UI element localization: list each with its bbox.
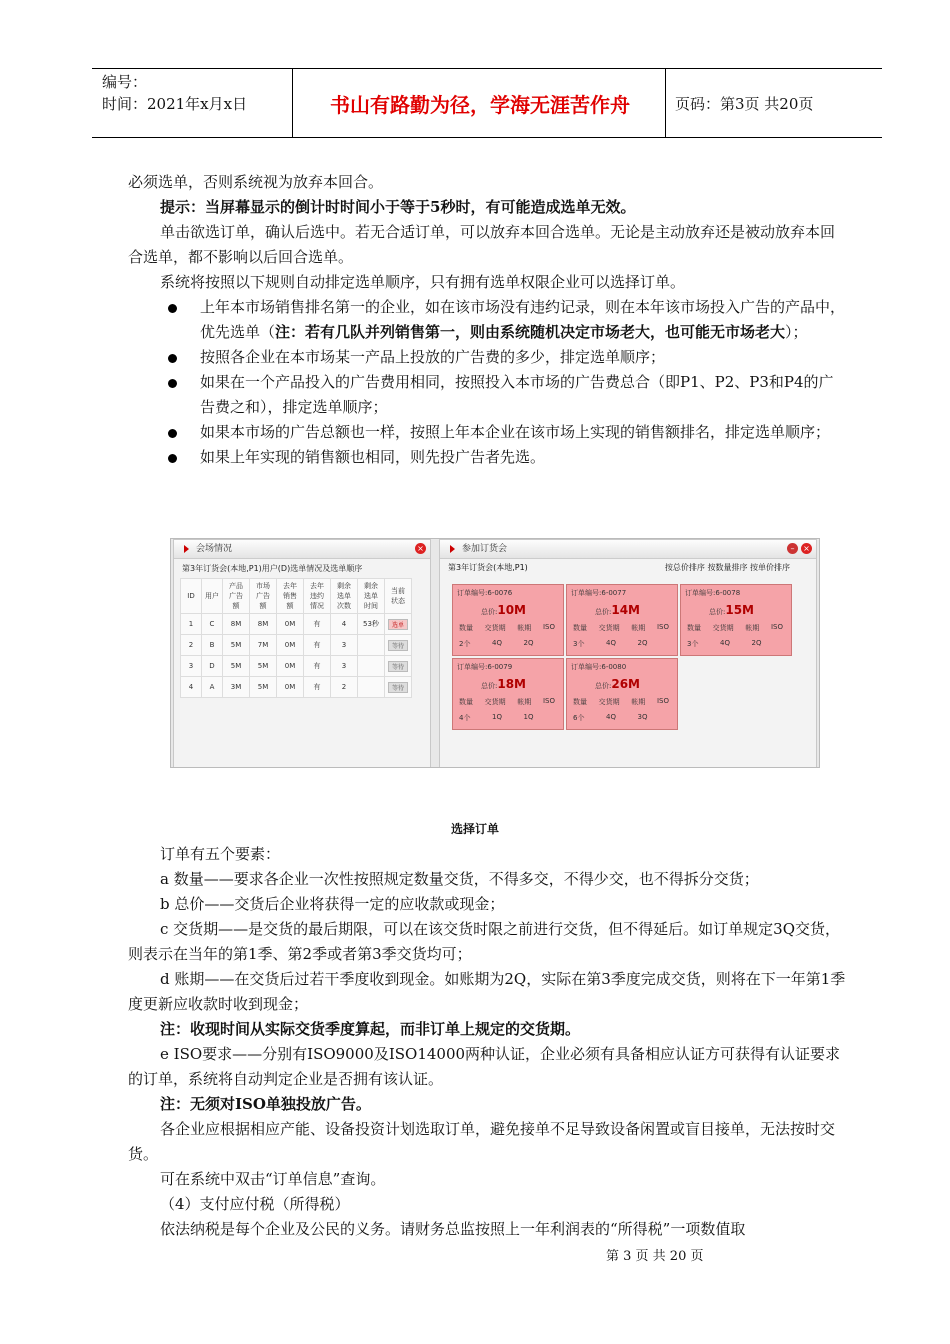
- market-status-pane: [173, 539, 431, 768]
- order-total: 总价:15M: [709, 603, 754, 617]
- bottom-text: [128, 842, 848, 1242]
- table-cell: 0M: [277, 656, 304, 677]
- table-cell: 5M: [223, 635, 250, 656]
- table-cell: 0M: [277, 635, 304, 656]
- rule-text: 如果本市场的广告总额也一样，按照上年本企业在该市场上实现的销售额排名，排定选单顺序；: [200, 423, 831, 441]
- order-field-values: 4个 1Q 1Q: [459, 713, 534, 722]
- rule-text: 上年本市场销售排名第一的企业，如在该市场没有违约记录，则在本年该市场投入广告的产品中，优先选单（: [200, 298, 846, 341]
- rule-list-item: [128, 420, 848, 445]
- rule-list-item: [128, 445, 848, 470]
- bullet-icon: [168, 354, 177, 363]
- order-field-values: 3个 4Q 2Q: [687, 639, 762, 648]
- status-chip[interactable]: 等待: [388, 640, 408, 651]
- triangle-icon: [450, 545, 455, 553]
- column-header: 当前状态: [385, 579, 412, 614]
- bullet-icon: [168, 429, 177, 438]
- top-text: [128, 170, 848, 470]
- table-cell: 8M: [223, 614, 250, 635]
- status-badge[interactable]: [385, 635, 412, 656]
- close-icon[interactable]: ×: [801, 543, 812, 554]
- paragraph: 各企业应根据相应产能、设备投资计划选取订单，避免接单不足导致设备闲置或盲目接单，无法按时交货。: [128, 1120, 836, 1163]
- status-badge[interactable]: [385, 614, 412, 635]
- table-cell: 2: [181, 635, 202, 656]
- order-total: 总价:10M: [481, 603, 526, 617]
- order-field-values: 2个 4Q 2Q: [459, 639, 534, 648]
- order-field-labels: 数量 交货期 帐期 ISO: [459, 697, 555, 706]
- pane-title-text: 参加订货会: [462, 544, 508, 554]
- note-paragraph: 注：无须对ISO单独投放广告。: [160, 1095, 371, 1113]
- table-cell: B: [202, 635, 223, 656]
- pane-title: [174, 540, 430, 559]
- order-total: 总价:18M: [481, 677, 526, 691]
- order-number: 订单编号:6-0080: [571, 663, 627, 671]
- table-cell: 0M: [277, 614, 304, 635]
- rule-list-item: [128, 345, 848, 370]
- paragraph: b 总价——交货后企业将获得一定的应收款或现金；: [160, 895, 505, 913]
- column-header: 市场广告额: [250, 579, 277, 614]
- pane-subtitle: 第3年订货会(本地,P1): [448, 563, 528, 572]
- table-cell: A: [202, 677, 223, 698]
- order-card[interactable]: [566, 584, 678, 656]
- table-cell: [358, 635, 385, 656]
- status-chip[interactable]: 等待: [388, 682, 408, 693]
- table-cell: 3: [331, 656, 358, 677]
- rule-text: 如果在一个产品投入的广告费用相同，按照投入本市场的广告费总合（即P1、P2、P3和P4的广告费之和），排定选单顺序；: [200, 373, 834, 416]
- number-label: 编号：: [102, 73, 148, 91]
- close-icon[interactable]: ×: [415, 543, 426, 554]
- order-selection-screenshot: [170, 538, 820, 768]
- paragraph: 单击欲选订单，确认后选中。若无合适订单，可以放弃本回合选单。无论是主动放弃还是被动放弃本回合选单，都不影响以后回合选单。: [128, 223, 836, 266]
- table-cell: 7M: [250, 635, 277, 656]
- order-number: 订单编号:6-0077: [571, 589, 627, 597]
- table-row: [181, 614, 412, 635]
- sort-by-total-button[interactable]: 按总价排序: [664, 563, 705, 572]
- table-cell: C: [202, 614, 223, 635]
- rule-text: 按照各企业在本市场某一产品上投放的广告费的多少，排定选单顺序；: [200, 348, 666, 366]
- table-cell: 5M: [223, 656, 250, 677]
- paragraph: a 数量——要求各企业一次性按照规定数量交货，不得多交，不得少交，也不得拆分交货；: [160, 870, 759, 888]
- table-cell: 53秒: [358, 614, 385, 635]
- table-row: [181, 677, 412, 698]
- table-cell: 3M: [223, 677, 250, 698]
- column-header: 剩余选单时间: [358, 579, 385, 614]
- bullet-icon: [168, 379, 177, 388]
- order-field-values: 6个 4Q 3Q: [573, 713, 648, 722]
- header-page-label: 页码：第3页 共20页: [675, 94, 814, 113]
- paragraph: （4）支付应付税（所得税）: [160, 1195, 350, 1213]
- paragraph: 系统将按照以下规则自动排定选单顺序，只有拥有选单权限企业可以选择订单。: [160, 273, 686, 291]
- paragraph: d 账期——在交货后过若干季度收到现金。如账期为2Q，实际在第3季度完成交货，则将在下一年第1季度更新应收款时收到现金；: [128, 970, 846, 1013]
- table-cell: 5M: [250, 677, 277, 698]
- time-label: 时间：2021年x月x日: [102, 95, 248, 113]
- order-field-labels: 数量 交货期 帐期 ISO: [687, 623, 783, 632]
- paragraph: 必须选单，否则系统视为放弃本回合。: [128, 173, 384, 191]
- column-header: 产品广告额: [223, 579, 250, 614]
- table-cell: 有: [304, 656, 331, 677]
- pane-title: [440, 540, 816, 559]
- sort-buttons: [665, 562, 790, 573]
- table-cell: 3: [181, 656, 202, 677]
- triangle-icon: [184, 545, 189, 553]
- rule-text: 如果上年实现的销售额也相同，则先投广告者先选。: [200, 448, 546, 466]
- order-number: 订单编号:6-0079: [457, 663, 513, 671]
- column-header: 去年销售额: [277, 579, 304, 614]
- table-cell: 4: [331, 614, 358, 635]
- table-cell: 有: [304, 635, 331, 656]
- pane-title-text: 会场情况: [196, 544, 233, 554]
- status-badge[interactable]: [385, 677, 412, 698]
- table-cell: 0M: [277, 677, 304, 698]
- table-cell: 2: [331, 677, 358, 698]
- header-motto: 书山有路勤为径，学海无涯苦作舟: [330, 92, 630, 117]
- page-footer: 第 3 页 共 20 页: [606, 1249, 704, 1264]
- figure-caption: 选择订单: [450, 822, 499, 836]
- minimize-icon[interactable]: –: [787, 543, 798, 554]
- rule-note: 注：若有几队并列销售第一，则由系统随机决定市场老大，也可能无市场老大: [275, 323, 786, 341]
- bullet-icon: [168, 454, 177, 463]
- table-cell: 5M: [250, 656, 277, 677]
- order-number: 订单编号:6-0078: [685, 589, 741, 597]
- pane-subtitle: 第3年订货会(本地,P1)用户(D)选单情况及选单顺序: [182, 564, 363, 573]
- order-card[interactable]: [452, 658, 564, 730]
- table-cell: 有: [304, 614, 331, 635]
- paragraph: 依法纳税是每个企业及公民的义务。请财务总监按照上一年利润表的“所得税”一项数值取: [160, 1220, 746, 1238]
- paragraph: e ISO要求——分别有ISO9000及ISO14000两种认证，企业必须有具备相应认证方可获得有认证要求的订单，系统将自动判定企业是否拥有该认证。: [128, 1045, 841, 1088]
- bullet-icon: [168, 304, 177, 313]
- sort-by-unit-price-button[interactable]: 按单价排序: [750, 563, 790, 572]
- order-field-values: 3个 4Q 2Q: [573, 639, 648, 648]
- order-pane: [439, 539, 817, 768]
- column-header: ID: [181, 579, 202, 614]
- rule-list-item: [128, 295, 848, 345]
- selection-table: [180, 578, 412, 698]
- table-cell: 8M: [250, 614, 277, 635]
- order-card[interactable]: [680, 584, 792, 656]
- table-cell: 3: [331, 635, 358, 656]
- table-row: [181, 635, 412, 656]
- note-paragraph: 注：收现时间从实际交货季度算起，而非订单上规定的交货期。: [160, 1020, 581, 1038]
- order-total: 总价:26M: [595, 677, 640, 691]
- table-cell: 4: [181, 677, 202, 698]
- header-left: [102, 71, 292, 115]
- paragraph: c 交货期——是交货的最后期限，可以在该交货时限之前进行交货，但不得延后。如订单规定3Q交货，则表示在当年的第1季、第2季或者第3季交货均可；: [128, 920, 841, 963]
- table-cell: 1: [181, 614, 202, 635]
- order-number: 订单编号:6-0076: [457, 589, 513, 597]
- rule-text-end: ）；: [785, 323, 808, 341]
- table-cell: 有: [304, 677, 331, 698]
- page-header: [92, 68, 882, 138]
- column-header: 用户: [202, 579, 223, 614]
- column-header: 剩余选单次数: [331, 579, 358, 614]
- paragraph: 可在系统中双击“订单信息”查询。: [160, 1170, 386, 1188]
- order-card[interactable]: [452, 584, 564, 656]
- status-chip[interactable]: 等待: [388, 661, 408, 672]
- order-field-labels: 数量 交货期 帐期 ISO: [573, 697, 669, 706]
- rule-list: [128, 295, 848, 470]
- column-header: 去年违约情况: [304, 579, 331, 614]
- header-divider: [665, 69, 666, 137]
- status-chip[interactable]: 选单: [388, 619, 408, 630]
- order-toolbar: [440, 559, 816, 575]
- table-cell: [358, 677, 385, 698]
- status-badge[interactable]: [385, 656, 412, 677]
- tip-paragraph: 提示：当屏幕显示的倒计时时间小于等于5秒时，有可能造成选单无效。: [160, 198, 636, 216]
- sort-by-quantity-button[interactable]: 按数量排序: [707, 563, 748, 572]
- header-divider: [292, 69, 293, 137]
- order-field-labels: 数量 交货期 帐期 ISO: [459, 623, 555, 632]
- paragraph: 订单有五个要素：: [160, 845, 281, 863]
- order-total: 总价:14M: [595, 603, 640, 617]
- order-field-labels: 数量 交货期 帐期 ISO: [573, 623, 669, 632]
- table-row: [181, 656, 412, 677]
- order-card[interactable]: [566, 658, 678, 730]
- table-cell: [358, 656, 385, 677]
- rule-list-item: [128, 370, 848, 420]
- table-cell: D: [202, 656, 223, 677]
